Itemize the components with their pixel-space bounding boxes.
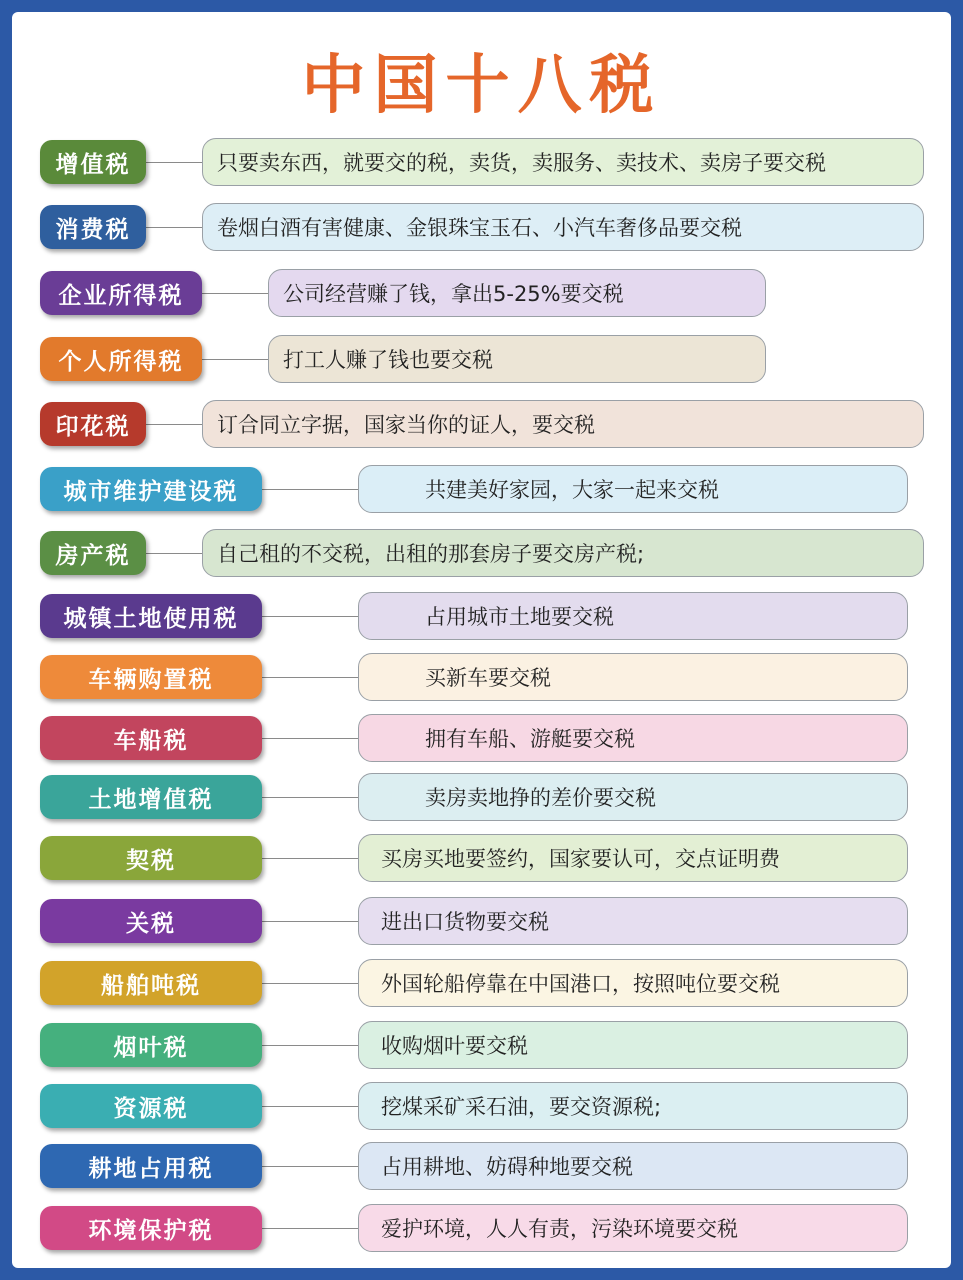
tax-description: 公司经营赚了钱，拿出5-25%要交税 [268,269,766,317]
tax-description: 打工人赚了钱也要交税 [268,335,766,383]
connector-line [146,553,202,554]
tax-row [0,592,963,642]
connector-line [202,359,268,360]
connector-line [262,1106,358,1107]
connector-line [262,738,358,739]
tax-name-label: 增值税 [40,140,146,184]
connector-line [262,921,358,922]
tax-description: 共建美好家园，大家一起来交税 [358,465,908,513]
tax-name-label: 消费税 [40,205,146,249]
tax-name-label: 土地增值税 [40,775,262,819]
tax-row [0,465,963,515]
tax-row [0,834,963,884]
tax-row [0,1204,963,1254]
connector-line [262,1045,358,1046]
tax-row [0,400,963,450]
tax-description: 拥有车船、游艇要交税 [358,714,908,762]
tax-name-label: 船舶吨税 [40,961,262,1005]
tax-row [0,773,963,823]
tax-description: 只要卖东西，就要交的税，卖货，卖服务、卖技术、卖房子要交税 [202,138,924,186]
connector-line [146,162,202,163]
connector-line [262,858,358,859]
tax-description: 卖房卖地挣的差价要交税 [358,773,908,821]
tax-name-label: 企业所得税 [40,271,202,315]
tax-row [0,335,963,385]
tax-row [0,1082,963,1132]
tax-row [0,529,963,579]
connector-line [262,677,358,678]
tax-row [0,138,963,188]
tax-name-label: 城镇土地使用税 [40,594,262,638]
tax-name-label: 城市维护建设税 [40,467,262,511]
tax-description: 进出口货物要交税 [358,897,908,945]
tax-name-label: 个人所得税 [40,337,202,381]
tax-description: 自己租的不交税，出租的那套房子要交房产税; [202,529,924,577]
tax-description: 外国轮船停靠在中国港口，按照吨位要交税 [358,959,908,1007]
tax-description: 订合同立字据，国家当你的证人，要交税 [202,400,924,448]
tax-name-label: 资源税 [40,1084,262,1128]
tax-description: 爱护环境，人人有责，污染环境要交税 [358,1204,908,1252]
tax-description: 卷烟白酒有害健康、金银珠宝玉石、小汽车奢侈品要交税 [202,203,924,251]
page-title: 中国十八税 [301,49,662,123]
tax-name-label: 车辆购置税 [40,655,262,699]
tax-name-label: 房产税 [40,531,146,575]
tax-row [0,897,963,947]
tax-row [0,1142,963,1192]
tax-description: 占用城市土地要交税 [358,592,908,640]
tax-description: 挖煤采矿采石油，要交资源税; [358,1082,908,1130]
tax-description: 买新车要交税 [358,653,908,701]
tax-row [0,269,963,319]
tax-description: 买房买地要签约，国家要认可，交点证明费 [358,834,908,882]
connector-line [262,983,358,984]
tax-name-label: 印花税 [40,402,146,446]
connector-line [146,227,202,228]
tax-name-label: 车船税 [40,716,262,760]
connector-line [202,293,268,294]
tax-description: 占用耕地、妨碍种地要交税 [358,1142,908,1190]
connector-line [146,424,202,425]
tax-row [0,714,963,764]
connector-line [262,489,358,490]
tax-row [0,203,963,253]
tax-row [0,959,963,1009]
tax-row [0,1021,963,1071]
connector-line [262,797,358,798]
connector-line [262,1228,358,1229]
tax-description: 收购烟叶要交税 [358,1021,908,1069]
connector-line [262,616,358,617]
tax-name-label: 契税 [40,836,262,880]
tax-row [0,653,963,703]
tax-name-label: 烟叶税 [40,1023,262,1067]
connector-line [262,1166,358,1167]
tax-name-label: 耕地占用税 [40,1144,262,1188]
tax-name-label: 环境保护税 [40,1206,262,1250]
tax-name-label: 关税 [40,899,262,943]
